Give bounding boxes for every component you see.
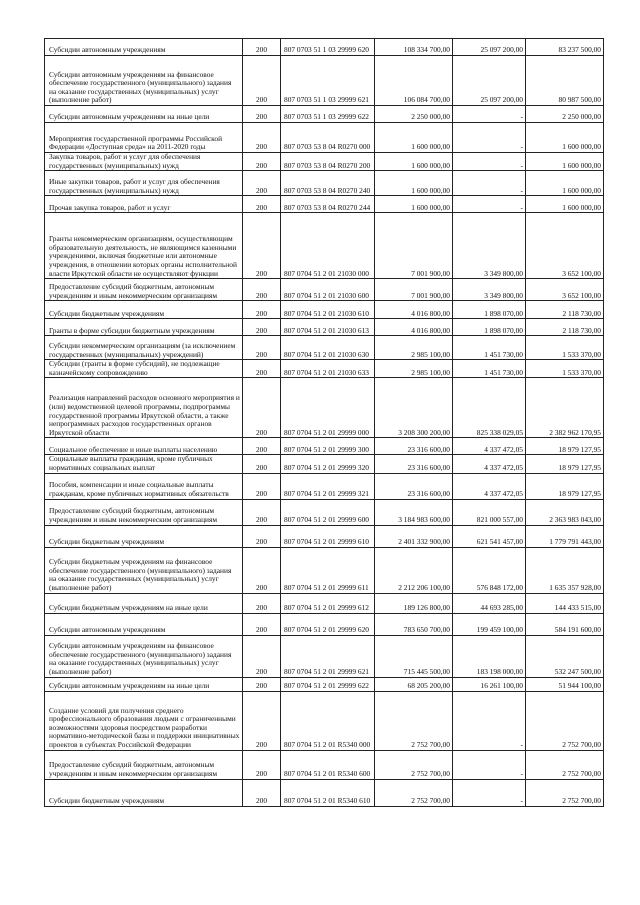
- row-code: 200: [243, 499, 281, 525]
- row-unexecuted-amount: 3 652 100,00: [526, 213, 604, 279]
- row-unexecuted-amount: 1 635 357 928,00: [526, 547, 604, 593]
- row-executed-amount: -: [453, 196, 526, 213]
- row-unexecuted-amount: 1 600 000,00: [526, 196, 604, 213]
- row-executed-amount: 621 541 457,00: [453, 525, 526, 547]
- row-approved-amount: 23 316 600,00: [375, 473, 453, 499]
- row-approved-amount: 7 001 900,00: [375, 213, 453, 279]
- row-approved-amount: 1 600 000,00: [375, 196, 453, 213]
- table-row: [45, 525, 604, 547]
- row-kbk-code: 807 0704 51 2 01 29999 612: [281, 593, 375, 613]
- row-executed-amount: -: [453, 779, 526, 806]
- row-code: 200: [243, 319, 281, 336]
- table-row: [45, 378, 604, 438]
- row-description: Субсидии автономным учреждениям на финансовое обеспечение государственного (муниципального) задания на оказание государственных (муниципальных) услуг (выполнение работ): [45, 635, 243, 677]
- row-description: Создание условий для получения среднего профессионального образования людьми с ограниченными возможностями здоровья посредством разработки нормативно-методической базы и поддержки инициативных проектов в субъектах Российской Федерации: [45, 691, 243, 750]
- row-approved-amount: 2 212 206 100,00: [375, 547, 453, 593]
- row-approved-amount: 2 985 100,00: [375, 360, 453, 378]
- row-description: Закупка товаров, работ и услуг для обеспечения государственных (муниципальных) нужд: [45, 153, 243, 171]
- row-unexecuted-amount: 584 191 600,00: [526, 613, 604, 635]
- table-row: [45, 196, 604, 213]
- row-approved-amount: 189 126 800,00: [375, 593, 453, 613]
- row-unexecuted-amount: 18 979 127,95: [526, 455, 604, 473]
- row-executed-amount: 1 451 730,00: [453, 360, 526, 378]
- row-code: 200: [243, 613, 281, 635]
- row-kbk-code: 807 0704 51 2 01 21030 613: [281, 319, 375, 336]
- row-executed-amount: 4 337 472,05: [453, 438, 526, 455]
- row-unexecuted-amount: 2 382 962 170,95: [526, 378, 604, 438]
- row-unexecuted-amount: 18 979 127,95: [526, 438, 604, 455]
- row-description: Субсидии автономным учреждениям на финансовое обеспечение государственного (муниципального) задания на оказание государственных (муниципальных) услуг (выполнение работ): [45, 56, 243, 106]
- row-approved-amount: 715 445 500,00: [375, 635, 453, 677]
- row-kbk-code: 807 0703 51 1 03 29999 621: [281, 56, 375, 106]
- table-row: [45, 360, 604, 378]
- row-description: Субсидии бюджетным учреждениям на финансовое обеспечение государственного (муниципального) задания на оказание государственных (муниципальных) услуг (выполнение работ): [45, 547, 243, 593]
- row-kbk-code: 807 0704 51 2 01 21030 000: [281, 213, 375, 279]
- row-unexecuted-amount: 51 944 100,00: [526, 677, 604, 691]
- row-description: Гранты в форме субсидии бюджетным учреждениям: [45, 319, 243, 336]
- row-description: Субсидии бюджетным учреждениям: [45, 301, 243, 319]
- row-code: 200: [243, 196, 281, 213]
- row-description: Субсидии бюджетным учреждениям на иные цели: [45, 593, 243, 613]
- row-code: 200: [243, 750, 281, 779]
- row-executed-amount: 25 097 200,00: [453, 56, 526, 106]
- row-executed-amount: -: [453, 106, 526, 123]
- row-unexecuted-amount: 532 247 500,00: [526, 635, 604, 677]
- row-kbk-code: 807 0703 51 1 03 29999 622: [281, 106, 375, 123]
- table-row: [45, 56, 604, 106]
- budget-table: [44, 38, 604, 807]
- row-unexecuted-amount: 3 652 100,00: [526, 279, 604, 301]
- table-row: [45, 691, 604, 750]
- table-row: [45, 171, 604, 196]
- table-row: [45, 547, 604, 593]
- row-kbk-code: 807 0704 51 2 01 R5340 600: [281, 750, 375, 779]
- row-executed-amount: -: [453, 171, 526, 196]
- row-kbk-code: 807 0704 51 2 01 29999 611: [281, 547, 375, 593]
- row-executed-amount: 3 349 800,00: [453, 213, 526, 279]
- row-kbk-code: 807 0704 51 2 01 R5340 610: [281, 779, 375, 806]
- row-kbk-code: 807 0704 51 2 01 21030 633: [281, 360, 375, 378]
- row-approved-amount: 108 334 700,00: [375, 39, 453, 56]
- row-unexecuted-amount: 1 600 000,00: [526, 123, 604, 153]
- row-approved-amount: 3 184 983 600,00: [375, 499, 453, 525]
- row-description: Предоставление субсидий бюджетным, автономным учреждениям и иным некоммерческим организациям: [45, 750, 243, 779]
- row-unexecuted-amount: 144 433 515,00: [526, 593, 604, 613]
- row-unexecuted-amount: 2 118 730,00: [526, 319, 604, 336]
- row-kbk-code: 807 0703 51 1 03 29999 620: [281, 39, 375, 56]
- row-code: 200: [243, 593, 281, 613]
- row-kbk-code: 807 0704 51 2 01 29999 622: [281, 677, 375, 691]
- table-row: [45, 213, 604, 279]
- row-description: Социальные выплаты гражданам, кроме публичных нормативных социальных выплат: [45, 455, 243, 473]
- row-approved-amount: 2 985 100,00: [375, 336, 453, 360]
- row-approved-amount: 3 208 300 200,00: [375, 378, 453, 438]
- row-unexecuted-amount: 18 979 127,95: [526, 473, 604, 499]
- table-row: [45, 106, 604, 123]
- row-code: 200: [243, 691, 281, 750]
- row-executed-amount: 821 000 557,00: [453, 499, 526, 525]
- row-unexecuted-amount: 2 752 700,00: [526, 750, 604, 779]
- row-description: Гранты некоммерческим организациям, осуществляющим образовательную деятельность, не являющимся казенными учреждениями, включая бюджетные или автономные учреждения, в отношении которых органы исполнительной власти Иркутской области не осуществляют функции: [45, 213, 243, 279]
- row-unexecuted-amount: 1 779 791 443,00: [526, 525, 604, 547]
- table-row: [45, 438, 604, 455]
- table-row: [45, 153, 604, 171]
- row-executed-amount: -: [453, 691, 526, 750]
- row-approved-amount: 68 205 200,00: [375, 677, 453, 691]
- row-executed-amount: -: [453, 750, 526, 779]
- table-row: [45, 750, 604, 779]
- table-row: [45, 123, 604, 153]
- row-description: Субсидии бюджетным учреждениям: [45, 779, 243, 806]
- row-code: 200: [243, 56, 281, 106]
- row-description: Предоставление субсидий бюджетным, автономным учреждениям и иным некоммерческим организациям: [45, 279, 243, 301]
- row-executed-amount: 1 898 070,00: [453, 319, 526, 336]
- row-unexecuted-amount: 2 752 700,00: [526, 779, 604, 806]
- row-kbk-code: 807 0703 53 8 04 R0270 000: [281, 123, 375, 153]
- row-executed-amount: -: [453, 153, 526, 171]
- row-executed-amount: 4 337 472,05: [453, 473, 526, 499]
- row-approved-amount: 2 752 700,00: [375, 691, 453, 750]
- table-row: [45, 779, 604, 806]
- row-executed-amount: 44 693 285,00: [453, 593, 526, 613]
- row-code: 200: [243, 779, 281, 806]
- row-code: 200: [243, 547, 281, 593]
- row-description: Социальное обеспечение и иные выплаты населению: [45, 438, 243, 455]
- row-kbk-code: 807 0704 51 2 01 29999 321: [281, 473, 375, 499]
- row-description: Реализация направлений расходов основного мероприятия и (или) ведомственной целевой программы, подпрограммы государственной программы Иркутской области, а также непрограммных расходов государственных органов Иркутской области: [45, 378, 243, 438]
- table-row: [45, 635, 604, 677]
- row-code: 200: [243, 455, 281, 473]
- row-kbk-code: 807 0704 51 2 01 21030 630: [281, 336, 375, 360]
- row-approved-amount: 2 250 000,00: [375, 106, 453, 123]
- row-executed-amount: 576 848 172,00: [453, 547, 526, 593]
- row-code: 200: [243, 301, 281, 319]
- row-kbk-code: 807 0703 53 8 04 R0270 244: [281, 196, 375, 213]
- row-executed-amount: -: [453, 123, 526, 153]
- row-approved-amount: 783 650 700,00: [375, 613, 453, 635]
- row-code: 200: [243, 279, 281, 301]
- row-kbk-code: 807 0703 53 8 04 R0270 240: [281, 171, 375, 196]
- row-kbk-code: 807 0704 51 2 01 21030 600: [281, 279, 375, 301]
- row-description: Субсидии бюджетным учреждениям: [45, 525, 243, 547]
- row-description: Субсидии автономным учреждениям на иные цели: [45, 106, 243, 123]
- row-description: Субсидии некоммерческим организациям (за исключением государственных (муниципальных) учреждений): [45, 336, 243, 360]
- row-kbk-code: 807 0704 51 2 01 29999 320: [281, 455, 375, 473]
- row-executed-amount: 25 097 200,00: [453, 39, 526, 56]
- row-approved-amount: 1 600 000,00: [375, 171, 453, 196]
- row-kbk-code: 807 0704 51 2 01 21030 610: [281, 301, 375, 319]
- table-row: [45, 319, 604, 336]
- row-kbk-code: 807 0704 51 2 01 29999 621: [281, 635, 375, 677]
- row-code: 200: [243, 39, 281, 56]
- row-executed-amount: 16 261 100,00: [453, 677, 526, 691]
- row-kbk-code: 807 0704 51 2 01 29999 300: [281, 438, 375, 455]
- row-description: Субсидии автономным учреждениям на иные цели: [45, 677, 243, 691]
- row-description: Субсидии (гранты в форме субсидий), не подлежащие казначейскому сопровождению: [45, 360, 243, 378]
- row-approved-amount: 7 001 900,00: [375, 279, 453, 301]
- row-code: 200: [243, 336, 281, 360]
- row-unexecuted-amount: 2 250 000,00: [526, 106, 604, 123]
- row-code: 200: [243, 635, 281, 677]
- row-description: Пособия, компенсации и иные социальные выплаты гражданам, кроме публичных нормативных обязательств: [45, 473, 243, 499]
- row-approved-amount: 4 016 800,00: [375, 319, 453, 336]
- row-approved-amount: 2 401 332 900,00: [375, 525, 453, 547]
- row-approved-amount: 1 600 000,00: [375, 153, 453, 171]
- row-executed-amount: 183 198 000,00: [453, 635, 526, 677]
- row-approved-amount: 2 752 700,00: [375, 779, 453, 806]
- table-row: [45, 593, 604, 613]
- row-executed-amount: 199 459 100,00: [453, 613, 526, 635]
- row-executed-amount: 825 338 029,05: [453, 378, 526, 438]
- row-executed-amount: 1 451 730,00: [453, 336, 526, 360]
- row-executed-amount: 4 337 472,05: [453, 455, 526, 473]
- row-description: Субсидии автономным учреждениям: [45, 613, 243, 635]
- row-unexecuted-amount: 1 600 000,00: [526, 171, 604, 196]
- row-unexecuted-amount: 80 987 500,00: [526, 56, 604, 106]
- row-code: 200: [243, 525, 281, 547]
- row-code: 200: [243, 123, 281, 153]
- row-description: Предоставление субсидий бюджетным, автономным учреждениям и иным некоммерческим организациям: [45, 499, 243, 525]
- row-kbk-code: 807 0703 53 8 04 R0270 200: [281, 153, 375, 171]
- row-kbk-code: 807 0704 51 2 01 R5340 000: [281, 691, 375, 750]
- row-executed-amount: 1 898 070,00: [453, 301, 526, 319]
- row-unexecuted-amount: 2 752 700,00: [526, 691, 604, 750]
- table-row: [45, 39, 604, 56]
- row-kbk-code: 807 0704 51 2 01 29999 610: [281, 525, 375, 547]
- table-row: [45, 613, 604, 635]
- row-approved-amount: 23 316 600,00: [375, 455, 453, 473]
- row-code: 200: [243, 106, 281, 123]
- row-code: 200: [243, 213, 281, 279]
- table-row: [45, 279, 604, 301]
- row-kbk-code: 807 0704 51 2 01 29999 600: [281, 499, 375, 525]
- table-row: [45, 677, 604, 691]
- row-code: 200: [243, 378, 281, 438]
- row-code: 200: [243, 360, 281, 378]
- row-kbk-code: 807 0704 51 2 01 29999 000: [281, 378, 375, 438]
- row-description: Иные закупки товаров, работ и услуг для обеспечения государственных (муниципальных) нужд: [45, 171, 243, 196]
- row-unexecuted-amount: 1 533 370,00: [526, 360, 604, 378]
- row-unexecuted-amount: 1 600 000,00: [526, 153, 604, 171]
- table-row: [45, 455, 604, 473]
- row-approved-amount: 2 752 700,00: [375, 750, 453, 779]
- row-kbk-code: 807 0704 51 2 01 29999 620: [281, 613, 375, 635]
- row-executed-amount: 3 349 800,00: [453, 279, 526, 301]
- row-unexecuted-amount: 83 237 500,00: [526, 39, 604, 56]
- table-row: [45, 499, 604, 525]
- row-code: 200: [243, 438, 281, 455]
- table-row: [45, 473, 604, 499]
- table-row: [45, 336, 604, 360]
- row-approved-amount: 4 016 800,00: [375, 301, 453, 319]
- row-unexecuted-amount: 2 118 730,00: [526, 301, 604, 319]
- row-description: Прочая закупка товаров, работ и услуг: [45, 196, 243, 213]
- row-code: 200: [243, 473, 281, 499]
- row-code: 200: [243, 171, 281, 196]
- row-approved-amount: 106 084 700,00: [375, 56, 453, 106]
- row-code: 200: [243, 153, 281, 171]
- row-approved-amount: 1 600 000,00: [375, 123, 453, 153]
- table-row: [45, 301, 604, 319]
- row-code: 200: [243, 677, 281, 691]
- row-description: Мероприятия государственной программы Российской Федерации «Доступная среда» на 2011-2020 годы: [45, 123, 243, 153]
- row-unexecuted-amount: 2 363 983 043,00: [526, 499, 604, 525]
- row-approved-amount: 23 316 600,00: [375, 438, 453, 455]
- budget-table-body: [45, 39, 604, 807]
- row-description: Субсидии автономным учреждениям: [45, 39, 243, 56]
- row-unexecuted-amount: 1 533 370,00: [526, 336, 604, 360]
